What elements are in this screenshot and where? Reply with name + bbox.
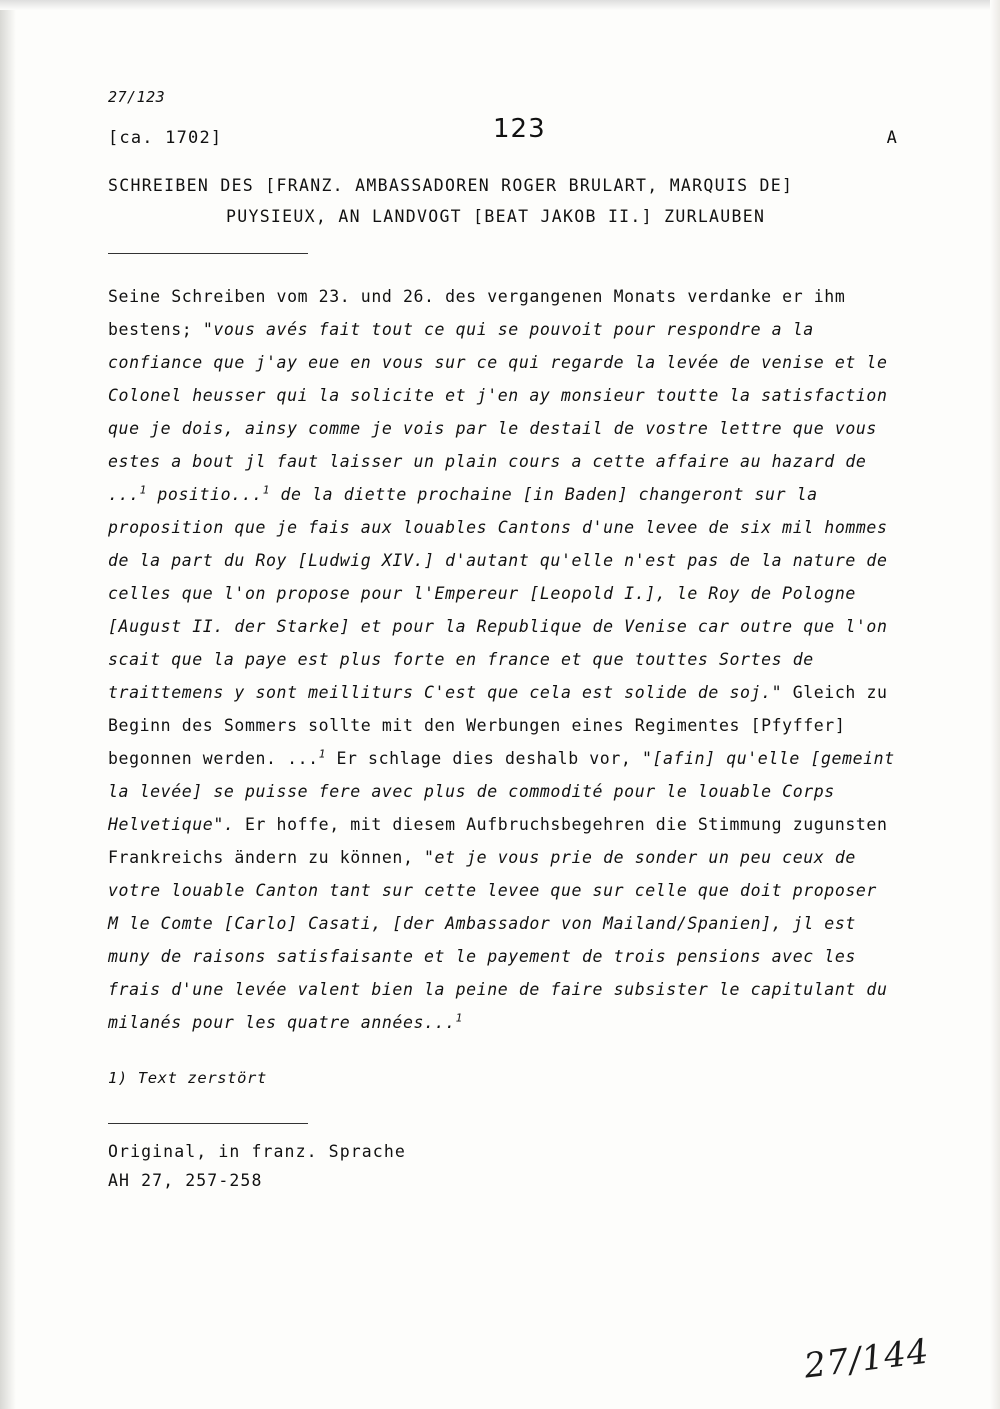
footnote: 1) Text zerstört	[108, 1068, 267, 1087]
document-body	[108, 280, 898, 1039]
source-divider	[108, 1123, 308, 1124]
source-line-2: AH 27, 257-258	[108, 1170, 263, 1190]
body-paragraph: Seine Schreiben vom 23. und 26. des vergangenen Monats verdanke er ihm bestens; "vous avés fait tout ce qui se pouvoit pour respondre a la confiance que j'ay eue en vous sur ce qui regarde la levée de venise et le Colonel heusser qui la solicite et j'en ay monsieur toutte la satisfaction que je dois, ainsy comme je vois par le destail de vostre lettre que vous estes a bout jl faut laisser un plain cours a cette affaire au hazard de ...$^1$ positio...$^1$ de la diette prochaine [in Baden] changeront sur la proposition que je fais aux louables Cantons d'une levee de six mil hommes de la part du Roy [Ludwig XIV.] d'autant qu'elle n'est pas de la nature de celles que l'on propose pour l'Empereur [Leopold I.], le Roy de Pologne [August II. der Starke] et pour la Republique de Venise car outre que l'on scait que la paye est plus forte en france et que touttes Sortes de traittemens y sont meilliturs C'est que cela est solide de soj." Gleich zu Beginn des Sommers sollte mit den Werbungen eines Regimentes [Pfyffer] begonnen werden. ...$^1$ Er schlage dies deshalb vor, "[afin] qu'elle [gemeint la levée] se puisse fere avec plus de commodité pour le louable Corps Helvetique". Er hoffe, mit diesem Aufbruchsbegehren die Stimmung zugunsten Frankreichs ändern zu können, "et je vous prie de sonder un peu ceux de votre louable Canton tant sur cette levee que sur celle que doit proposer M le Comte [Carlo] Casati, [der Ambassador von Mailand/Spanien], jl est muny de raisons satisfaisante et le payement de trois pensions avec les frais d'une levée valent bien la peine de faire subsister le capitulant du milanés pour les quatre années...$^1$	[108, 286, 895, 1032]
document-title	[108, 170, 898, 233]
date-line	[108, 128, 898, 148]
title-line-1: SCHREIBEN DES [FRANZ. AMBASSADOREN ROGER BRULART, MARQUIS DE]	[108, 176, 794, 195]
document-date: [ca. 1702]	[108, 128, 223, 148]
scan-edge-top	[0, 0, 1000, 10]
handwritten-annotation: 27/144	[802, 1331, 932, 1387]
scan-edge-right	[990, 0, 1000, 1409]
scan-edge-left	[0, 0, 16, 1409]
source-line-1: Original, in franz. Sprache	[108, 1141, 406, 1161]
source-block	[108, 1138, 898, 1196]
document-content	[108, 88, 898, 1195]
title-line-2: PUYSIEUX, AN LANDVOGT [BEAT JAKOB II.] ZURLAUBEN	[226, 207, 766, 227]
title-divider	[108, 253, 308, 254]
archive-reference: 27/123	[108, 88, 166, 106]
page-number: 123	[493, 114, 546, 144]
document-marker: A	[886, 128, 898, 148]
